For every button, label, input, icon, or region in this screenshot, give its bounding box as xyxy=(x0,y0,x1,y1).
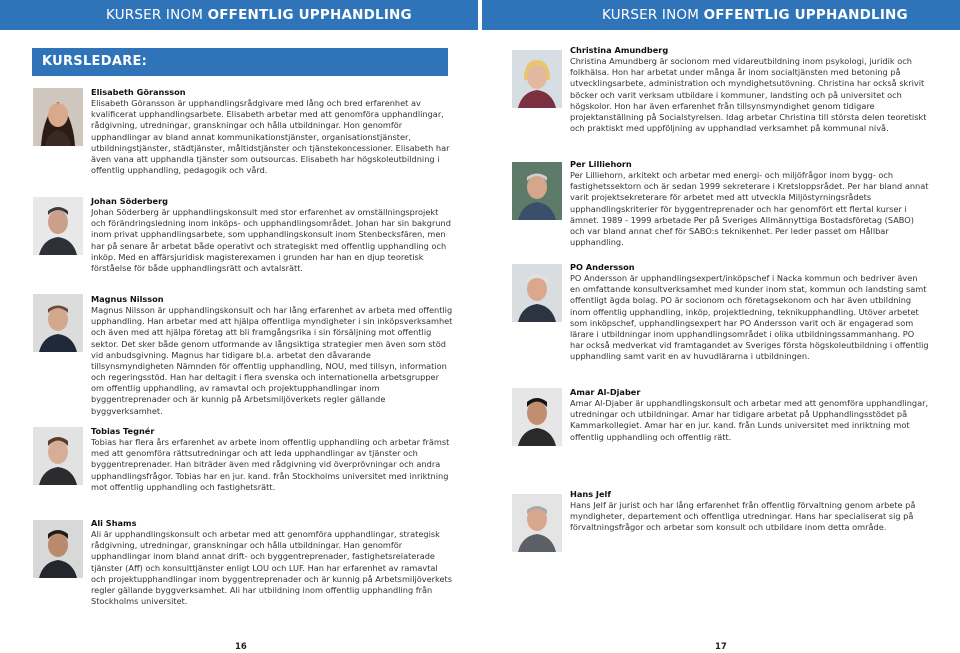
instructor-bio: Elisabeth Göransson är upphandlingsrådgivare med lång och bred erfarenhet av kvalificerat upphandlingsarbete. Elisabeth arbetar med att genomföra upphandlingar, rådgivning, utredningar, granskningar och hålla utbildningar. Hon genomför upphandlingar av bland annat kommunikationstjänster, organisationstjänster, utbildningstjänster, städtjänster, måltidstjänster och tjänstekoncessioner. Elisabeth har även vana att upphandla tjänster som outsourcas. Elisabeth har högskoleutbildning i offentlig upphandling, pedagogik och vård. xyxy=(91,98,450,176)
instructor-bio: Tobias har flera års erfarenhet av arbete inom offentlig upphandling och arbetar främst med att genomföra rättsutredningar och att leda upphandlingar av tjänster och byggentreprenader. Han biträder även med rådgivning vid överprövningar och andra upphandlingsfrågor. Tobias har en jur. kand. från Stockholms universitet med inriktning mot offentlig upphandling och fastighetsrätt. xyxy=(91,437,450,492)
instructor-entry xyxy=(570,159,930,248)
instructor-name: PO Andersson xyxy=(570,262,635,272)
header-title-right: KURSER INOM OFFENTLIG UPPHANDLING xyxy=(602,7,908,23)
instructor-name: Christina Amundberg xyxy=(570,45,669,55)
spread-gutter xyxy=(478,0,482,30)
instructor-entry xyxy=(570,489,930,534)
instructor-bio: Hans Jelf är jurist och har lång erfarenhet från offentlig förvaltning genom arbete på myndigheter, departement och offentliga utredningar. Hans har specialiserat sig på förvaltningsfrågor och arbetar som konsult och utbildare inom detta område. xyxy=(570,500,916,533)
instructor-name: Elisabeth Göransson xyxy=(91,87,186,97)
instructor-bio: Magnus Nilsson är upphandlingskonsult och har lång erfarenhet av arbeta med offentlig upphandling. Han arbetar med att hjälpa offentliga myndigheter i sin inköpsverksamhet och även med att hjälpa företag att bli framgångsrika i sin försäljning mot offentlig sektor. Det sker både genom utformande av långsiktiga strategier men även som stöd vid anbudsgivning. Magnus har tidigare bl.a. arbetat den dåvarande tillsynsmyndigheten Nämnden för offentlig upphandling, NOU, med tillsyn, information och regeringsstöd. Han har deltagit i flera svenska och internationella arbetsgrupper om offentlig upphandling, av ramavtal och projektupphandlingar inom byggentreprenader och är kunnig på Arbetsmiljöverkets regler gällande byggverksamhet. xyxy=(91,305,453,416)
instructor-entry xyxy=(570,45,930,134)
section-heading: KURSLEDARE: xyxy=(32,48,448,76)
page-number-right: 17 xyxy=(715,642,727,652)
portrait-photo xyxy=(33,294,83,352)
portrait-photo xyxy=(33,520,83,578)
instructor-bio: Per Lilliehorn, arkitekt och arbetar med energi- och miljöfrågor inom bygg- och fastighetssektorn och är sedan 1999 sekreterare i Kretsloppsrådet. Per har bland annat varit projektsekreterare för arbetet med att utveckla Miljöstyrningsrådets upphandlingskriterier för byggentreprenader och har genomfört ett flertal kurser i ämnet. 1989 - 1999 arbetade Per på Sveriges Allmännyttiga Bostadsföretag (SABO) och var bland annat chef för SABO:s teknikenhet. Per leder passet om Hållbar upphandling. xyxy=(570,170,929,248)
instructor-name: Hans Jelf xyxy=(570,489,611,499)
portrait-photo xyxy=(512,494,562,552)
portrait-photo xyxy=(512,162,562,220)
instructor-name: Johan Söderberg xyxy=(91,196,168,206)
instructor-name: Tobias Tegnér xyxy=(91,426,155,436)
instructor-entry xyxy=(570,262,930,362)
portrait-photo xyxy=(33,197,83,255)
portrait-photo xyxy=(512,50,562,108)
instructor-name: Amar Al-Djaber xyxy=(570,387,641,397)
instructor-entry xyxy=(570,387,930,443)
instructor-entry xyxy=(91,294,453,417)
portrait-photo xyxy=(33,88,83,146)
instructor-bio: Christina Amundberg är socionom med vidareutbildning inom psykologi, juridik och folkhälsa. Hon har arbetat under många år inom socialtjänsten med betoning på utvecklingsarbete, administration och myndighetsutövning. Christina har också skrivit böcker och varit verksam utbildare i kommuner, landsting och på universitet och högskolor. Hon har även erfarenhet från tillsynsmyndighet genom tidigare projektanställning på Socialstyrelsen. Idag arbetar Christina till största delen teoretiskt och praktiskt med uppföljning av upphandlad verksamhet på kommunal nivå. xyxy=(570,56,927,134)
instructor-name: Per Lilliehorn xyxy=(570,159,632,169)
portrait-photo xyxy=(512,388,562,446)
instructor-bio: PO Andersson är upphandlingsexpert/inköpschef i Nacka kommun och bedriver även en omfattande konsultverksamhet med kunder inom stat, kommun och landsting samt offentligt ägda bolag. PO är socionom och företagsekonom och har även utbildning inom offentlig upphandling, inköp, projektledning, teknikupphandling. Utöver arbetet som inköpschef, upphandlingsexpert har PO Andersson varit och är engagerad som lärare i utbildningar inom upphandlingsområdet i olika utbildningssammanhang. PO har också medverkat vid framtagandet av Sveriges första högskoleutbildning i offentlig upphandling samt varit en av huvudlärarna i utbildningen. xyxy=(570,273,929,362)
instructor-bio: Amar Al-Djaber är upphandlingskonsult och arbetar med att genomföra upphandlingar, utredningar och utbildningar. Amar har tidigare arbetat på Upphandlingsstödet på Kammarkollegiet. Amar har en jur. kand. från Lunds universitet med inriktning mot offentlig upphandling och offentlig rätt. xyxy=(570,398,929,442)
instructor-entry xyxy=(91,87,453,176)
instructor-entry xyxy=(91,518,453,607)
instructor-entry xyxy=(91,426,453,493)
header-title-left: KURSER INOM OFFENTLIG UPPHANDLING xyxy=(106,7,412,23)
portrait-photo xyxy=(512,264,562,322)
portrait-photo xyxy=(33,427,83,485)
instructor-name: Ali Shams xyxy=(91,518,137,528)
instructor-name: Magnus Nilsson xyxy=(91,294,164,304)
instructor-bio: Johan Söderberg är upphandlingskonsult med stor erfarenhet av omställningsprojekt och förändringsledning inom inköps- och upphandlingsområdet. Johan har sin bakgrund inom privat upphandlingsarbete, som upphandlingskonsult inom Stenbecksfären, men har på senare år arbetat både operativt och strategiskt med offentlig upphandling och inköp. Med en affärsjuridisk magisterexamen i grunden har han en djup teoretisk förståelse för både upphandlingsrätt och avtalsrätt. xyxy=(91,207,451,273)
instructor-bio: Ali är upphandlingskonsult och arbetar med att genomföra upphandlingar, strategisk rådgivning, utredningar, granskningar och hålla utbildningar. Han genomför upphandlingar inom bland annat drift- och byggentreprenader, fastighetsrelaterade tjänster (Aff) och konsulttjänster enligt LOU och LUF. Han har erfarenhet av ramavtal och projektupphandlingar inom byggentreprenader och är kunnig på Arbetsmiljöverkets regler gällande byggverksamhet. Ali har utbildning inom offentlig upphandling från Stockholms universitet. xyxy=(91,529,452,607)
instructor-entry xyxy=(91,196,453,274)
page-number-left: 16 xyxy=(235,642,247,652)
